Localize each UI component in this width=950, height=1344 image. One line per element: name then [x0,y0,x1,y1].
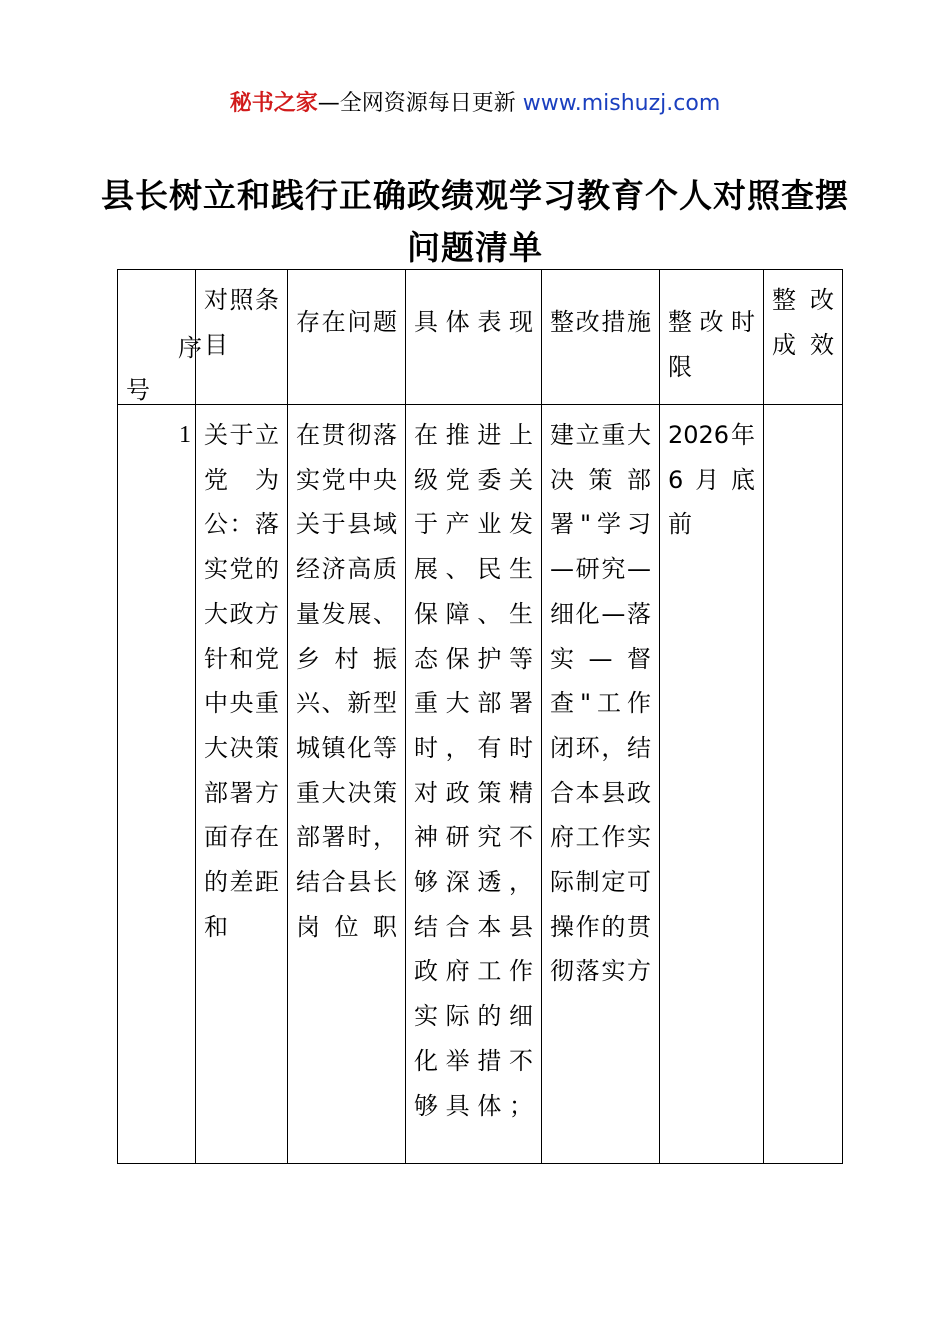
row-deadline: 2026年6月底前 [668,421,755,539]
cell-index [118,405,196,1164]
header-detail [406,270,542,405]
header-detail-text: 具体表现 [414,308,533,336]
row-index: 1 [179,422,191,448]
header-item [196,270,288,405]
table-row [118,405,843,1164]
row-detail: 在推进上级党委关于产业发展、民生保障、生态保护等重大部署时，有时对政策精神研究不够深透，结合本县政府工作实际的细化举措不够具体； [414,421,533,1120]
banner-url[interactable]: www.mishuzj.com [522,91,721,116]
document-title: 县长树立和践行正确政绩观学习教育个人对照查摆问题清单 [101,176,849,267]
header-measure-text: 整改措施 [550,308,651,336]
header-problem-text: 存在问题 [296,308,397,336]
cell-item [196,405,288,1164]
issue-table [117,269,843,1164]
row-measure: 建立重大决策部署"学习—研究—细化—落实—督查"工作闭环，结合本县政府工作实际制定可操作的贯彻落实方 [550,421,651,986]
banner-slogan: —全网资源每日更新 [317,91,516,116]
site-banner [0,88,950,120]
cell-detail [406,405,542,1164]
header-index-char-1: 序 [178,334,202,362]
cell-measure [542,405,660,1164]
cell-deadline [660,405,764,1164]
header-item-text: 对照条目 [204,286,279,359]
header-measure [542,270,660,405]
banner-brand: 秘书之家 [229,91,318,116]
cell-problem [288,405,406,1164]
header-deadline [660,270,764,405]
row-result [764,405,842,413]
header-index-char-2: 号 [126,376,150,404]
cell-result [764,405,843,1164]
header-index [118,270,202,405]
header-result [764,270,843,405]
header-deadline-text: 整改时限 [668,308,755,381]
row-item: 关于立党为公：落实党的大政方针和党中央重大决策部署方面存在的差距和 [204,421,279,941]
header-result-text: 整改成效 [772,286,834,359]
header-problem [288,270,406,405]
table-header-row [118,270,843,405]
row-problem: 在贯彻落实党中央关于县域经济高质量发展、乡村振兴、新型城镇化等重大决策部署时，结合县长岗位职 [296,421,397,941]
